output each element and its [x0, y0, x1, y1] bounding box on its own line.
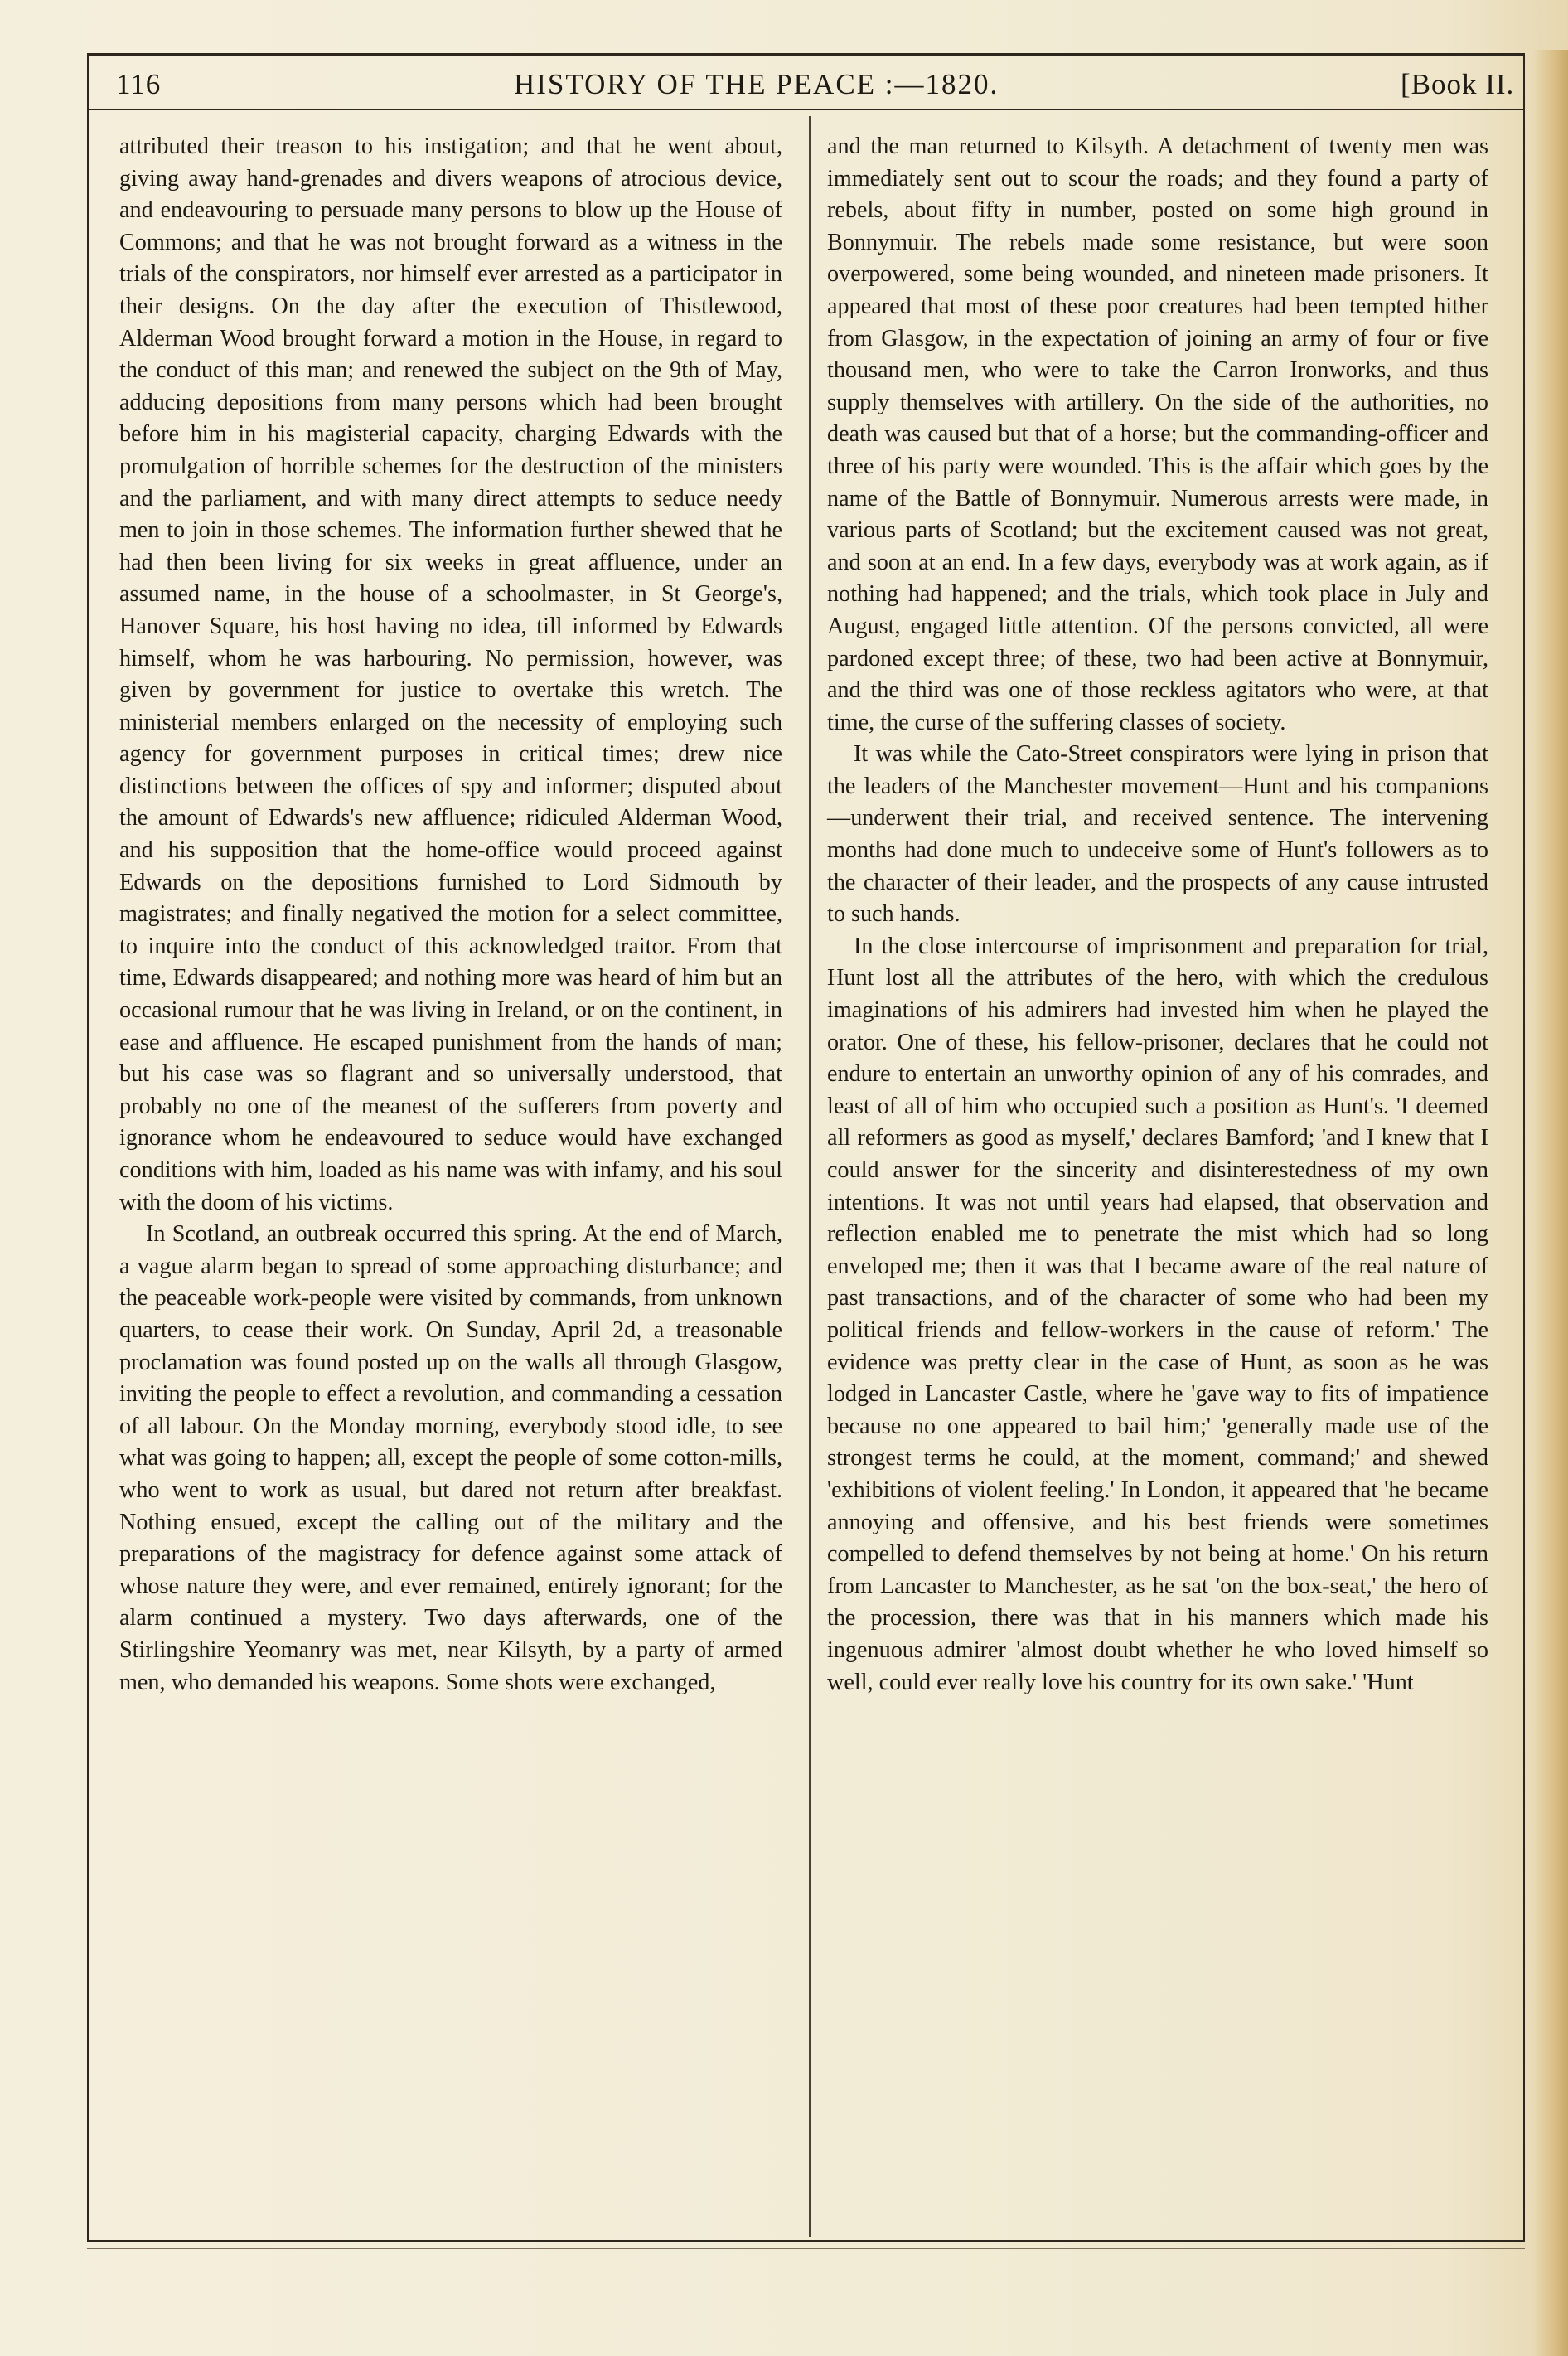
paragraph: attributed their treason to his instigation; and that he went about, giving away hand-grenades and divers weapons of atrocious device, and endeavouring to persuade many persons to blow up the House of Commons; and that he was not brought forward as a witness in the trials of the conspirators, nor himself ever arrested as a participator in their designs. On the day after the execution of Thistlewood, Alderman Wood brought forward a motion in the House, in regard to the conduct of this man; and renewed the subject on the 9th of May, adducing depositions from many persons which had been brought before him in his magisterial capacity, charging Edwards with the promulgation of horrible schemes for the destruction of the ministers and the parliament, and with many direct attempts to seduce needy men to join in those schemes. The information further shewed that he had then been living for six weeks in great affluence, under an assumed name, in the house of a schoolmaster, in St George's, Hanover Square, his host having no idea, till informed by Edwards himself, whom he was harbouring. No permission, however, was given by government for justice to overtake this wretch. The ministerial members enlarged on the necessity of employing such agency for government purposes in critical times; drew nice distinctions between the offices of spy and informer; disputed about the amount of Edwards's new affluence; ridiculed Alderman Wood, and his supposition that the home-office would proceed against Edwards on the depositions furnished to Lord Sidmouth by magistrates; and finally negatived the motion for a select committee, to inquire into the conduct of this acknowledged traitor. From that time, Edwards disappeared; and nothing more was heard of him but an occasional rumour that he was living in Ireland, or on the continent, in ease and affluence. He escaped punishment from the hands of man; but his case was so flagrant and so universally understood, that probably no one of the meanest of the sufferers from poverty and ignorance whom he endeavoured to seduce would have exchanged conditions with him, loaded as his name was with infamy, and his soul with the doom of his victims. [119, 133, 782, 1215]
left-column [119, 131, 782, 1699]
right-column [827, 131, 1488, 1699]
paragraph: It was while the Cato-Street conspirators were lying in prison that the leaders of the Manchester movement—Hunt and his companions—underwent their trial, and received sentence. The intervening months had done much to undeceive some of Hunt's followers as to the character of their leader, and the prospects of any cause intrusted to such hands. [827, 741, 1488, 928]
top-rule [87, 53, 1525, 56]
book-label: [Book II. [1401, 68, 1515, 100]
right-border-rule [1523, 53, 1525, 2242]
bottom-rule-thin [87, 2248, 1525, 2249]
column-divider [809, 116, 811, 2237]
paragraph: In the close intercourse of imprisonment and preparation for trial, Hunt lost all the attributes of the hero, with which the credulous imaginations of his admirers had invested him when he played the orator. One of these, his fellow-prisoner, declares that he could not endure to entertain an unworthy opinion of any of his comrades, and least of all of him who occupied such a position as Hunt's. 'I deemed all reformers as good as myself,' declares Bamford; 'and I knew that I could answer for the sincerity and disinterestedness of my own intentions. It was not until years had elapsed, that observation and reflection enabled me to penetrate the mist which had so long enveloped me; then it was that I became aware of the real nature of past transactions, and of the character of some who had been my political friends and fellow-workers in the cause of reform.' The evidence was pretty clear in the case of Hunt, as soon as he was lodged in Lancaster Castle, where he 'gave way to fits of impatience because no one appeared to bail him;' 'generally made use of the strongest terms he could, at the moment, command;' and shewed 'exhibitions of violent feeling.' In London, it appeared that 'he became annoying and offensive, and his best friends were sometimes compelled to defend themselves by not being at home.' On his return from Lancaster to Manchester, as he sat 'on the box-seat,' the hero of the procession, there was that in his manners which made his ingenuous admirer 'almost doubt whether he who loved himself so well, could ever really love his country for its own sake.' 'Hunt [827, 933, 1488, 1695]
paragraph: In Scotland, an outbreak occurred this spring. At the end of March, a vague alarm began to spread of some approaching disturbance; and the peaceable work-people were visited by commands, from unknown quarters, to cease their work. On Sunday, April 2d, a treasonable proclamation was found posted up on the walls all through Glasgow, inviting the people to effect a revolution, and commanding a cessation of all labour. On the Monday morning, everybody stood idle, to see what was going to happen; all, except the people of some cotton-mills, who went to work as usual, but dared not return after breakfast. Nothing ensued, except the calling out of the military and the preparations of the magistracy for defence against some attack of whose nature they were, and ever remained, entirely ignorant; for the alarm continued a mystery. Two days afterwards, one of the Stirlingshire Yeomanry was met, near Kilsyth, by a party of armed men, who demanded his weapons. Some shots were exchanged, [119, 1221, 782, 1695]
left-border-rule [87, 53, 89, 2242]
paragraph: and the man returned to Kilsyth. A detachment of twenty men was immediately sent out to scour the roads; and they found a party of rebels, about fifty in number, posted on some high ground in Bonnymuir. The rebels made some resistance, but were soon overpowered, some being wounded, and nineteen made prisoners. It appeared that most of these poor creatures had been tempted hither from Glasgow, in the expectation of joining an army of four or five thousand men, who were to take the Carron Ironworks, and thus supply themselves with artillery. On the side of the authorities, no death was caused but that of a horse; but the commanding-officer and three of his party were wounded. This is the affair which goes by the name of the Battle of Bonnymuir. Numerous arrests were made, in various parts of Scotland; but the excitement caused was not great, and soon at an end. In a few days, everybody was at work again, as if nothing had happened; and the trials, which took place in July and August, engaged little attention. Of the persons convicted, all were pardoned except three; of these, two had been active at Bonnymuir, and the third was one of those reckless agitators who were, at that time, the curse of the suffering classes of society. [827, 133, 1488, 735]
page-number: 116 [116, 68, 162, 100]
bottom-rule [87, 2240, 1525, 2242]
running-title: HISTORY OF THE PEACE :—1820. [514, 68, 999, 100]
page-edge-shading [1533, 50, 1568, 2356]
